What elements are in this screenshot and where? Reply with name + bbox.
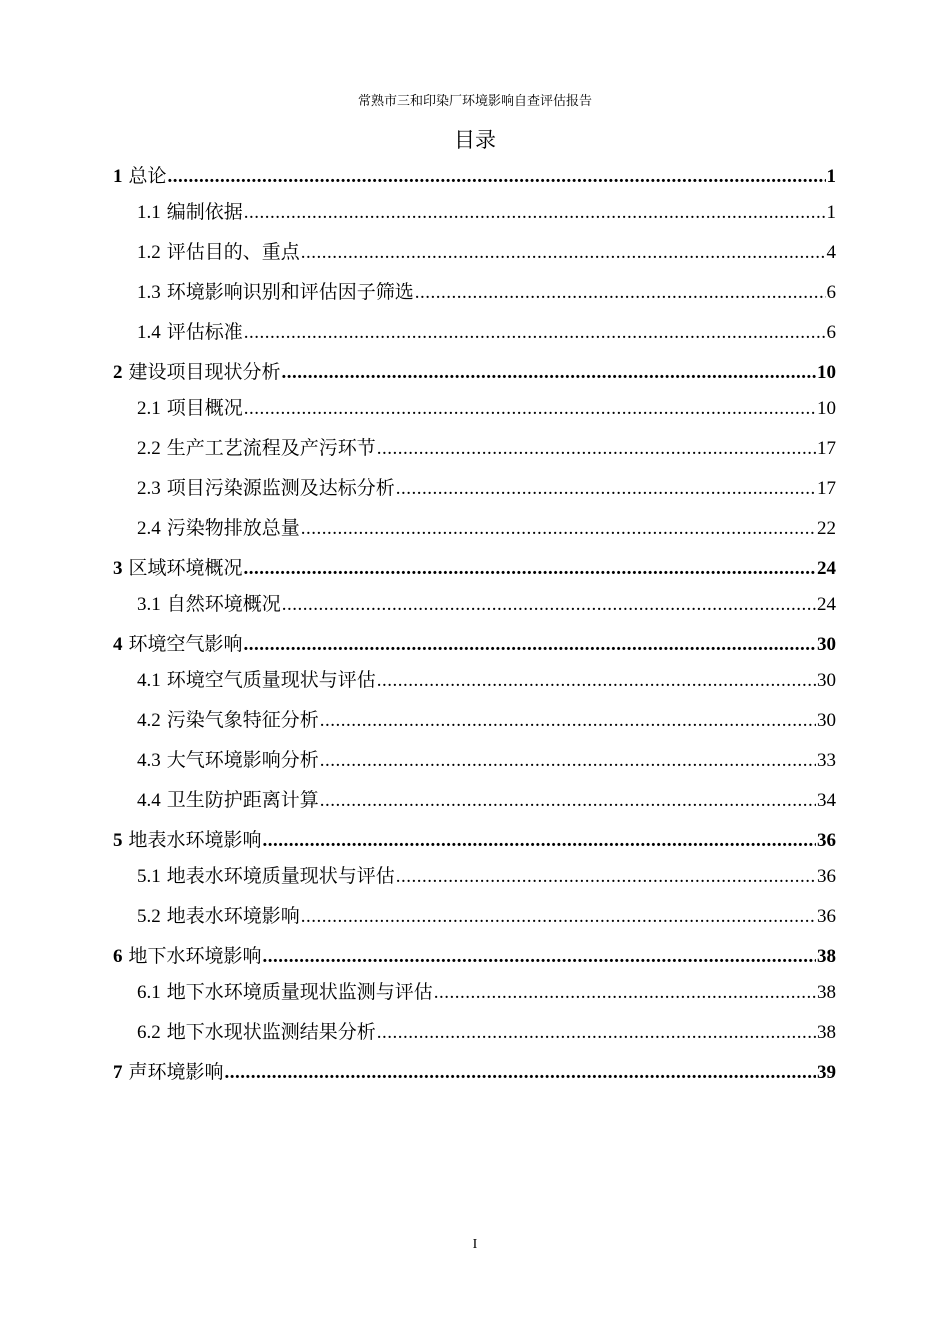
toc-entry-label: 污染物排放总量 — [166, 517, 300, 539]
toc-entry-number: 5.2 — [137, 906, 161, 927]
toc-dot-leader — [244, 634, 816, 656]
toc-entry-number: 2.3 — [137, 478, 161, 499]
toc-dot-leader — [377, 438, 816, 460]
toc-entry-label: 地下水环境质量现状监测与评估 — [166, 981, 433, 1003]
toc-entry-label: 地表水环境影响 — [128, 829, 262, 851]
toc-section-entry[interactable] — [113, 477, 836, 500]
toc-entry-page: 36 — [817, 906, 836, 927]
toc-entry-label: 区域环境概况 — [128, 557, 243, 579]
toc-section-entry[interactable] — [113, 1021, 836, 1044]
toc-dot-leader — [301, 906, 816, 928]
toc-entry-page: 30 — [817, 710, 836, 731]
toc-entry-number: 7 — [113, 1062, 123, 1083]
toc-entry-page: 1 — [826, 166, 836, 187]
toc-entry-page: 10 — [817, 398, 836, 419]
toc-entry-label: 污染气象特征分析 — [166, 709, 319, 731]
toc-dot-leader — [396, 866, 816, 888]
toc-section-entry[interactable] — [113, 789, 836, 812]
toc-dot-leader — [415, 282, 826, 304]
toc-section-entry[interactable] — [113, 981, 836, 1004]
toc-entry-label: 地表水环境质量现状与评估 — [166, 865, 395, 887]
toc-entry-number: 3 — [113, 558, 123, 579]
toc-entry-label: 评估标准 — [166, 321, 243, 343]
toc-entry-label: 项目概况 — [166, 397, 243, 419]
toc-entry-page: 38 — [817, 946, 836, 967]
toc-chapter-entry[interactable] — [113, 829, 836, 852]
toc-section-entry[interactable] — [113, 321, 836, 344]
toc-entry-label: 环境空气影响 — [128, 633, 243, 655]
toc-entry-number: 1.2 — [137, 242, 161, 263]
toc-dot-leader — [320, 790, 816, 812]
toc-entry-number: 6.1 — [137, 982, 161, 1003]
toc-section-entry[interactable] — [113, 517, 836, 540]
toc-section-entry[interactable] — [113, 281, 836, 304]
toc-entry-label: 环境空气质量现状与评估 — [166, 669, 376, 691]
toc-chapter-entry[interactable] — [113, 557, 836, 580]
toc-section-entry[interactable] — [113, 749, 836, 772]
toc-entry-page: 4 — [826, 242, 836, 263]
toc-chapter-entry[interactable] — [113, 165, 836, 188]
toc-entry-page: 22 — [817, 518, 836, 539]
toc-dot-leader — [244, 558, 816, 580]
toc-entry-label: 项目污染源监测及达标分析 — [166, 477, 395, 499]
toc-dot-leader — [320, 750, 816, 772]
toc-dot-leader — [244, 322, 826, 344]
toc-entry-number: 2.4 — [137, 518, 161, 539]
toc-dot-leader — [320, 710, 816, 732]
toc-entry-label: 总论 — [128, 165, 167, 187]
toc-entry-page: 24 — [817, 558, 836, 579]
toc-entry-number: 2.2 — [137, 438, 161, 459]
toc-entry-label: 地下水现状监测结果分析 — [166, 1021, 376, 1043]
toc-entry-number: 6 — [113, 946, 123, 967]
toc-entry-number: 4.4 — [137, 790, 161, 811]
toc-entry-number: 3.1 — [137, 594, 161, 615]
toc-entry-label: 声环境影响 — [128, 1061, 224, 1083]
toc-entry-page: 17 — [817, 478, 836, 499]
toc-entry-page: 36 — [817, 830, 836, 851]
toc-dot-leader — [396, 478, 816, 500]
toc-entry-number: 1 — [113, 166, 123, 187]
toc-entry-number: 2 — [113, 362, 123, 383]
toc-entry-label: 卫生防护距离计算 — [166, 789, 319, 811]
toc-dot-leader — [263, 946, 816, 968]
toc-entry-label: 自然环境概况 — [166, 593, 281, 615]
toc-dot-leader — [263, 830, 816, 852]
toc-chapter-entry[interactable] — [113, 1061, 836, 1084]
toc-entry-page: 30 — [817, 670, 836, 691]
toc-entry-page: 38 — [817, 1022, 836, 1043]
toc-dot-leader — [301, 518, 816, 540]
toc-section-entry[interactable] — [113, 669, 836, 692]
toc-dot-leader — [434, 982, 816, 1004]
toc-entry-number: 5 — [113, 830, 123, 851]
toc-entry-page: 33 — [817, 750, 836, 771]
toc-entry-page: 6 — [826, 322, 836, 343]
toc-entry-page: 39 — [817, 1062, 836, 1083]
toc-dot-leader — [282, 594, 816, 616]
toc-dot-leader — [244, 398, 816, 420]
toc-entry-number: 1.3 — [137, 282, 161, 303]
toc-section-entry[interactable] — [113, 437, 836, 460]
page-number: I — [472, 1237, 478, 1252]
toc-entry-label: 生产工艺流程及产污环节 — [166, 437, 376, 459]
toc-dot-leader — [282, 362, 816, 384]
toc-entry-label: 地表水环境影响 — [166, 905, 300, 927]
toc-entry-page: 36 — [817, 866, 836, 887]
toc-dot-leader — [377, 670, 816, 692]
toc-entry-number: 4.2 — [137, 710, 161, 731]
toc-entry-label: 地下水环境影响 — [128, 945, 262, 967]
toc-entry-number: 4.3 — [137, 750, 161, 771]
toc-entry-number: 6.2 — [137, 1022, 161, 1043]
toc-section-entry[interactable] — [113, 905, 836, 928]
toc-section-entry[interactable] — [113, 865, 836, 888]
toc-chapter-entry[interactable] — [113, 945, 836, 968]
toc-entry-page: 38 — [817, 982, 836, 1003]
toc-entry-number: 1.4 — [137, 322, 161, 343]
toc-section-entry[interactable] — [113, 593, 836, 616]
toc-entry-number: 1.1 — [137, 202, 161, 223]
toc-entry-label: 编制依据 — [166, 201, 243, 223]
toc-dot-leader — [377, 1022, 816, 1044]
toc-section-entry[interactable] — [113, 709, 836, 732]
toc-entry-page: 24 — [817, 594, 836, 615]
toc-entry-number: 2.1 — [137, 398, 161, 419]
toc-entry-page: 10 — [817, 362, 836, 383]
toc-entry-label: 环境影响识别和评估因子筛选 — [166, 281, 414, 303]
toc-dot-leader — [244, 202, 826, 224]
toc-section-entry[interactable] — [113, 397, 836, 420]
toc-section-entry[interactable] — [113, 241, 836, 264]
toc-section-entry[interactable] — [113, 201, 836, 224]
toc-entry-page: 34 — [817, 790, 836, 811]
toc-entry-page: 1 — [826, 202, 836, 223]
toc-entry-page: 17 — [817, 438, 836, 459]
toc-entry-number: 4.1 — [137, 670, 161, 691]
running-header: 常熟市三和印染厂环境影响自查评估报告 — [357, 94, 592, 109]
toc-entry-page: 30 — [817, 634, 836, 655]
toc-entry-label: 评估目的、重点 — [166, 241, 300, 263]
toc-dot-leader — [168, 166, 826, 188]
table-of-contents — [113, 160, 836, 1097]
toc-entry-page: 6 — [826, 282, 836, 303]
toc-dot-leader — [301, 242, 826, 264]
toc-chapter-entry[interactable] — [113, 361, 836, 384]
toc-entry-number: 5.1 — [137, 866, 161, 887]
toc-entry-label: 大气环境影响分析 — [166, 749, 319, 771]
toc-title: 目录 — [454, 128, 496, 152]
toc-entry-number: 4 — [113, 634, 123, 655]
toc-entry-label: 建设项目现状分析 — [128, 361, 281, 383]
toc-dot-leader — [225, 1062, 816, 1084]
toc-chapter-entry[interactable] — [113, 633, 836, 656]
